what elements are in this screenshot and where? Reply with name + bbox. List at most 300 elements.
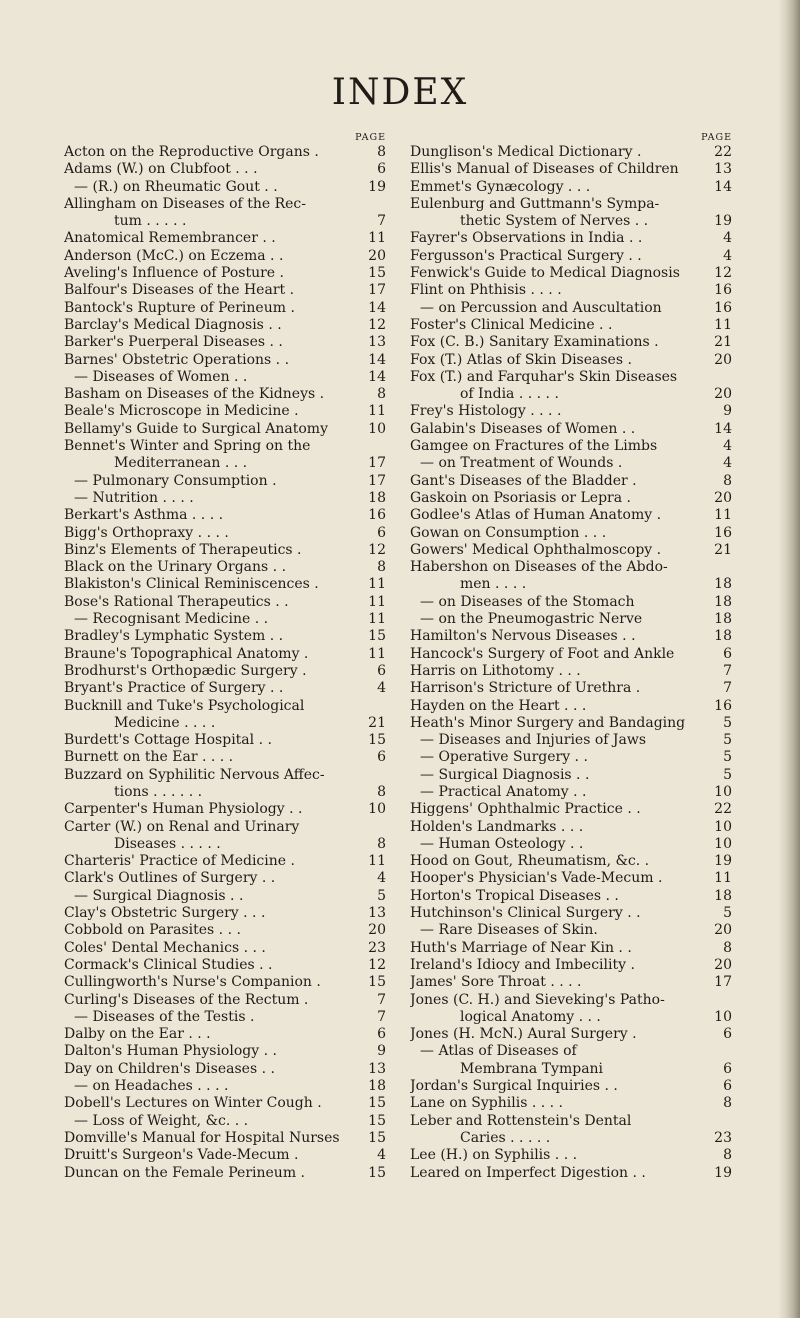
index-entry [410,767,732,784]
index-list-right [410,144,732,1182]
index-entry-page: 22 [714,144,732,160]
index-entry-title: — (R.) on Rheumatic Gout . . [74,178,278,195]
index-entry-title: Clark's Outlines of Surgery . . [64,870,276,887]
index-entry [410,352,732,369]
index-entry-page: 8 [723,472,732,489]
index-entry-title: — Recognisant Medicine . . [74,611,269,628]
index-entry-page: 5 [723,714,732,731]
index-entry-page: 13 [714,161,732,178]
index-entry [64,144,386,161]
index-entry [410,1147,732,1164]
index-entry [410,542,732,559]
index-column-right [410,132,732,1182]
index-entry-page: 7 [723,662,732,679]
index-entry [64,732,386,749]
index-entry-page: 11 [714,507,732,524]
index-entry [410,749,732,766]
index-entry [64,663,386,680]
index-entry [410,386,732,403]
index-entry [410,317,732,334]
index-entry-title: Gant's Diseases of the Bladder . [410,472,637,489]
index-entry-page: 11 [368,645,386,662]
index-entry-title: tum . . . . . [114,213,187,230]
index-entry-title: thetic System of Nerves . . [460,213,649,230]
index-entry [410,905,732,922]
index-entry-page: 20 [714,489,732,506]
index-entry [410,870,732,887]
index-entry-page: 21 [714,541,732,558]
index-entry-title: Anderson (McC.) on Eczema . . [64,247,284,264]
index-entry [64,317,386,334]
index-entry [410,1095,732,1112]
index-entry [64,213,386,230]
page-column-heading: PAGE [355,132,386,143]
index-entry [64,784,386,801]
index-entry [410,974,732,991]
index-column-left [64,132,386,1182]
index-entry [410,715,732,732]
index-entry-page: 18 [368,1078,386,1095]
index-entry [410,940,732,957]
index-entry-page: 19 [714,213,732,230]
index-entry-page [364,767,386,784]
index-entry-title: Barclay's Medical Diagnosis . . [64,316,282,333]
index-entry [64,196,386,213]
index-entry-page: 16 [368,507,386,524]
index-entry-title: Duncan on the Female Perineum . [64,1164,305,1181]
index-entry-title: logical Anatomy . . . [460,1008,601,1025]
index-entry-title: Galabin's Diseases of Women . . [410,420,636,437]
index-entry [64,1026,386,1043]
index-entry-page: 20 [714,386,732,403]
index-entry-title: — Atlas of Diseases of [420,1043,577,1060]
index-entry-page: 15 [368,1095,386,1112]
index-entry-page: 7 [377,991,386,1008]
index-entry-title: Huth's Marriage of Near Kin . . [410,939,632,956]
index-entry-title: Foster's Clinical Medicine . . [410,316,613,333]
index-entry-page: 8 [377,144,386,160]
index-entry-title: Gowers' Medical Ophthalmoscopy . [410,541,662,558]
index-entry-page: 7 [723,680,732,697]
index-entry-title: Hooper's Physician's Vade-Mecum . [410,870,663,887]
index-entry [64,179,386,196]
index-entry-page: 13 [368,334,386,351]
index-entry [64,646,386,663]
index-entry [410,265,732,282]
index-entry [64,248,386,265]
index-entry [64,559,386,576]
index-entry-title: — Pulmonary Consumption . [74,472,277,489]
index-entry-title: Carter (W.) on Renal and Urinary [64,818,300,835]
index-entry-title: Carpenter's Human Physiology . . [64,801,303,818]
index-entry-page: 8 [377,559,386,576]
index-entry-page: 10 [714,835,732,852]
index-entry-title: Gaskoin on Psoriasis or Lepra . [410,489,631,506]
index-entry-page: 8 [377,386,386,403]
index-entry-page: 8 [723,939,732,956]
index-entry-title: — Practical Anatomy . . [420,783,587,800]
index-entry [64,1147,386,1164]
index-entry-title: Leber and Rottenstein's Dental [410,1112,632,1129]
index-entry-title: Clay's Obstetric Surgery . . . [64,905,266,922]
index-entry [64,801,386,818]
index-entry-title: Jordan's Surgical Inquiries . . [410,1078,618,1095]
index-entry-title: — on Treatment of Wounds . [420,455,623,472]
index-entry-title: Eulenburg and Guttmann's Sympa- [410,195,660,212]
index-entry [64,594,386,611]
index-entry-page: 6 [377,662,386,679]
index-entry [64,905,386,922]
index-entry-page [710,1113,732,1130]
index-entry-title: Bellamy's Guide to Surgical Anatomy [64,420,328,437]
index-entry [410,576,732,593]
index-entry-page: 21 [714,334,732,351]
index-entry-title: Medicine . . . . [114,714,216,731]
index-entry [64,1165,386,1182]
index-entry-title: Ellis's Manual of Diseases of Children [410,161,679,178]
index-entry-title: Ireland's Idiocy and Imbecility . [410,956,635,973]
index-entry [64,1043,386,1060]
index-entry-title: Blakiston's Clinical Reminiscences . [64,576,319,593]
index-entry-title: Bradley's Lymphatic System . . [64,628,284,645]
index-entry [64,974,386,991]
index-entry-page [710,992,732,1009]
index-entry-page: 5 [723,749,732,766]
index-entry-page: 19 [714,853,732,870]
index-entry-page: 20 [714,956,732,973]
index-entry-page: 17 [714,974,732,991]
index-entry-page: 15 [368,974,386,991]
index-entry-page: 4 [723,438,732,455]
index-entry-page: 11 [714,316,732,333]
index-entry-title: Hayden on the Heart . . . [410,697,587,714]
index-entry-page: 4 [377,870,386,887]
index-entry-title: Hood on Gout, Rheumatism, &c. . [410,853,650,870]
index-entry [410,801,732,818]
index-entry-page: 18 [714,611,732,628]
index-entry-page: 13 [368,1060,386,1077]
index-entry-page: 15 [368,732,386,749]
index-entry-page: 6 [377,524,386,541]
index-entry-page: 15 [368,628,386,645]
index-entry [64,853,386,870]
index-entry [410,698,732,715]
index-entry [64,715,386,732]
index-entry [64,386,386,403]
index-entry [410,611,732,628]
index-entry-title: — Diseases of the Testis . [74,1008,255,1025]
index-entry-title: of India . . . . . [460,386,559,403]
index-entry [64,438,386,455]
index-entry-title: — Operative Surgery . . [420,749,588,766]
index-entry-title: — on Headaches . . . . [74,1078,229,1095]
index-entry-title: — Nutrition . . . . [74,489,194,506]
index-entry-title: Curling's Diseases of the Rectum . [64,991,309,1008]
index-entry [64,698,386,715]
index-entry-title: — Human Osteology . . [420,835,584,852]
index-entry [64,576,386,593]
index-entry [410,836,732,853]
index-entry-title: James' Sore Throat . . . . [410,974,582,991]
index-entry-title: Burnett on the Ear . . . . [64,749,234,766]
index-entry [410,282,732,299]
index-entry-page: 15 [368,1112,386,1129]
index-entry-title: Dunglison's Medical Dictionary . [410,144,642,160]
index-entry-title: Braune's Topographical Anatomy . [64,645,309,662]
index-entry [410,473,732,490]
index-entry-page: 10 [714,1008,732,1025]
index-entry-title: Membrana Tympani [460,1060,604,1077]
index-entry-page: 20 [368,922,386,939]
index-entry-title: Binz's Elements of Therapeutics . [64,541,302,558]
index-entry [64,455,386,472]
index-entry-title: Fenwick's Guide to Medical Diagnosis [410,265,680,282]
index-entry-page: 4 [723,247,732,264]
index-entry-page: 6 [377,161,386,178]
index-entry-page [364,698,386,715]
index-entry-title: Jones (H. McN.) Aural Surgery . [410,1026,637,1043]
index-entry-title: Leared on Imperfect Digestion . . [410,1164,646,1181]
index-entry [410,628,732,645]
index-entry-title: Coles' Dental Mechanics . . . [64,939,266,956]
index-entry-title: Fayrer's Observations in India . . [410,230,643,247]
index-entry-title: Basham on Diseases of the Kidneys . [64,386,325,403]
index-entry-page: 14 [368,299,386,316]
index-entry [410,438,732,455]
index-entry [410,248,732,265]
index-entry-page: 10 [368,801,386,818]
index-entry [410,455,732,472]
index-entry [64,870,386,887]
index-entry [410,1078,732,1095]
index-entry-title: Black on the Urinary Organs . . [64,559,287,576]
index-entry [410,922,732,939]
index-entry-page: 11 [368,611,386,628]
index-entry-page: 6 [723,1060,732,1077]
index-entry-title: Habershon on Diseases of the Abdo- [410,559,668,576]
index-entry [410,490,732,507]
index-entry [64,1009,386,1026]
index-entry [64,1130,386,1147]
index-entry-page: 5 [723,732,732,749]
index-entry-page: 23 [714,1129,732,1146]
index-entry [64,628,386,645]
index-entry [410,784,732,801]
index-entry-page: 19 [714,1164,732,1181]
index-entry [410,732,732,749]
index-entry-page: 19 [368,178,386,195]
index-entry-title: Bennet's Winter and Spring on the [64,438,311,455]
index-entry [64,680,386,697]
index-entry [64,922,386,939]
index-entry [410,230,732,247]
index-entry-title: — on the Pneumogastric Nerve [420,611,643,628]
index-entry-page: 22 [714,801,732,818]
index-entry-title: Bucknill and Tuke's Psychological [64,697,305,714]
index-entry-title: Frey's Histology . . . . [410,403,562,420]
index-entry-title: Burdett's Cottage Hospital . . [64,732,272,749]
index-entry-page [364,438,386,455]
index-entry [64,265,386,282]
index-entry-page: 11 [368,576,386,593]
index-entry [64,403,386,420]
index-entry-page: 5 [723,766,732,783]
index-entry [64,749,386,766]
index-entry-title: Barnes' Obstetric Operations . . [64,351,290,368]
index-entry [64,421,386,438]
index-entry-title: Lane on Syphilis . . . . [410,1095,563,1112]
index-entry-title: Fox (T.) and Farquhar's Skin Diseases [410,368,678,385]
index-entry-page: 10 [714,818,732,835]
index-entry [64,1061,386,1078]
index-entry [410,1113,732,1130]
index-entry [410,1009,732,1026]
index-entry-page: 18 [368,489,386,506]
index-entry-page: 20 [714,922,732,939]
index-entry-title: Cobbold on Parasites . . . [64,922,241,939]
index-entry-title: Day on Children's Diseases . . [64,1060,275,1077]
index-entry-page: 11 [714,870,732,887]
index-entry-title: — Diseases of Women . . [74,368,248,385]
index-entry [64,161,386,178]
index-entry-title: Mediterranean . . . [114,455,248,472]
index-entry [64,992,386,1009]
index-entry-title: Holden's Landmarks . . . [410,818,584,835]
index-entry [410,1026,732,1043]
index-entry [410,1043,732,1060]
index-entry-page: 6 [723,645,732,662]
index-entry-page: 6 [723,1026,732,1043]
index-entry-page: 14 [714,178,732,195]
index-entry-page: 9 [377,1043,386,1060]
index-entry [410,992,732,1009]
index-entry [64,490,386,507]
index-entry-title: Godlee's Atlas of Human Anatomy . [410,507,662,524]
index-entry [64,334,386,351]
page-title: INDEX [331,72,469,113]
index-entry-page: 16 [714,299,732,316]
index-entry [64,819,386,836]
index-entry [410,646,732,663]
index-entry [410,334,732,351]
index-entry-title: Brodhurst's Orthopædic Surgery . [64,662,307,679]
index-entry-title: Beale's Microscope in Medicine . [64,403,299,420]
index-entry-title: Caries . . . . . [460,1129,551,1146]
index-entry-title: — on Percussion and Auscultation [420,299,662,316]
index-entry-page: 15 [368,265,386,282]
index-entry-title: Lee (H.) on Syphilis . . . [410,1147,578,1164]
index-entry-title: — Surgical Diagnosis . . [420,766,590,783]
index-entry-title: Flint on Phthisis . . . . [410,282,562,299]
index-entry-page: 4 [377,1147,386,1164]
index-entry-page: 11 [368,593,386,610]
index-entry-title: Heath's Minor Surgery and Bandaging [410,714,686,731]
index-entry-title: Balfour's Diseases of the Heart . [64,282,295,299]
index-entry-title: — Rare Diseases of Skin. [420,922,598,939]
index-entry [64,888,386,905]
index-entry-title: Horton's Tropical Diseases . . [410,887,619,904]
index-entry-page: 11 [368,853,386,870]
index-entry-title: Hutchinson's Clinical Surgery . . [410,905,641,922]
index-entry [64,611,386,628]
index-entry [64,507,386,524]
index-entry-page: 8 [377,783,386,800]
index-entry [64,836,386,853]
index-entry [64,957,386,974]
index-entry [410,421,732,438]
index-entry-title: Harrison's Stricture of Urethra . [410,680,641,697]
index-entry [64,525,386,542]
index-entry [410,819,732,836]
index-entry [64,230,386,247]
index-entry-title: Emmet's Gynæcology . . . [410,178,591,195]
index-entry-page: 18 [714,593,732,610]
index-entry [410,507,732,524]
index-entry-title: Cormack's Clinical Studies . . [64,956,273,973]
index-entry [410,663,732,680]
index-entry-page: 7 [377,213,386,230]
index-entry-title: Aveling's Influence of Posture . [64,265,284,282]
index-entry [410,1165,732,1182]
index-entry-page: 18 [714,887,732,904]
index-entry [64,1078,386,1095]
index-entry [410,369,732,386]
index-entry-page: 5 [377,887,386,904]
index-entry [410,853,732,870]
index-entry [64,542,386,559]
index-entry [410,888,732,905]
index-entry-page: 17 [368,472,386,489]
index-entry-page: 12 [714,265,732,282]
index-entry [410,1130,732,1147]
index-entry-page: 6 [377,1026,386,1043]
index-entry-title: Fox (C. B.) Sanitary Examinations . [410,334,659,351]
index-entry-title: Adams (W.) on Clubfoot . . . [64,161,258,178]
index-entry-title: Domville's Manual for Hospital Nurses [64,1129,340,1146]
index-entry [64,352,386,369]
index-entry-page: 4 [723,455,732,472]
index-entry-title: Jones (C. H.) and Sieveking's Patho- [410,991,665,1008]
index-entry-title: Dobell's Lectures on Winter Cough . [64,1095,322,1112]
index-entry-page: 20 [368,247,386,264]
index-entry-title: tions . . . . . . [114,783,203,800]
index-entry-page: 15 [368,1129,386,1146]
index-entry-page: 12 [368,541,386,558]
index-entry [64,369,386,386]
index-entry-page: 20 [714,351,732,368]
index-entry-title: Hamilton's Nervous Diseases . . [410,628,636,645]
index-entry-page: 23 [368,939,386,956]
index-entry-page: 8 [723,1147,732,1164]
index-entry [64,300,386,317]
index-entry-title: Bigg's Orthopraxy . . . . [64,524,229,541]
index-entry-page: 6 [377,749,386,766]
index-entry-title: Bryant's Practice of Surgery . . [64,680,284,697]
index-entry [410,1061,732,1078]
index-entry [410,213,732,230]
index-entry [410,179,732,196]
index-entry-title: Dalton's Human Physiology . . [64,1043,277,1060]
index-entry-title: Gowan on Consumption . . . [410,524,607,541]
index-entry-page: 10 [368,420,386,437]
index-entry-title: Allingham on Diseases of the Rec- [64,195,306,212]
index-entry-page: 21 [368,714,386,731]
index-entry [410,525,732,542]
index-entry-title: Acton on the Reproductive Organs . [64,144,319,160]
index-entry-title: men . . . . [460,576,527,593]
index-entry-page: 14 [368,351,386,368]
index-entry-page: 16 [714,524,732,541]
